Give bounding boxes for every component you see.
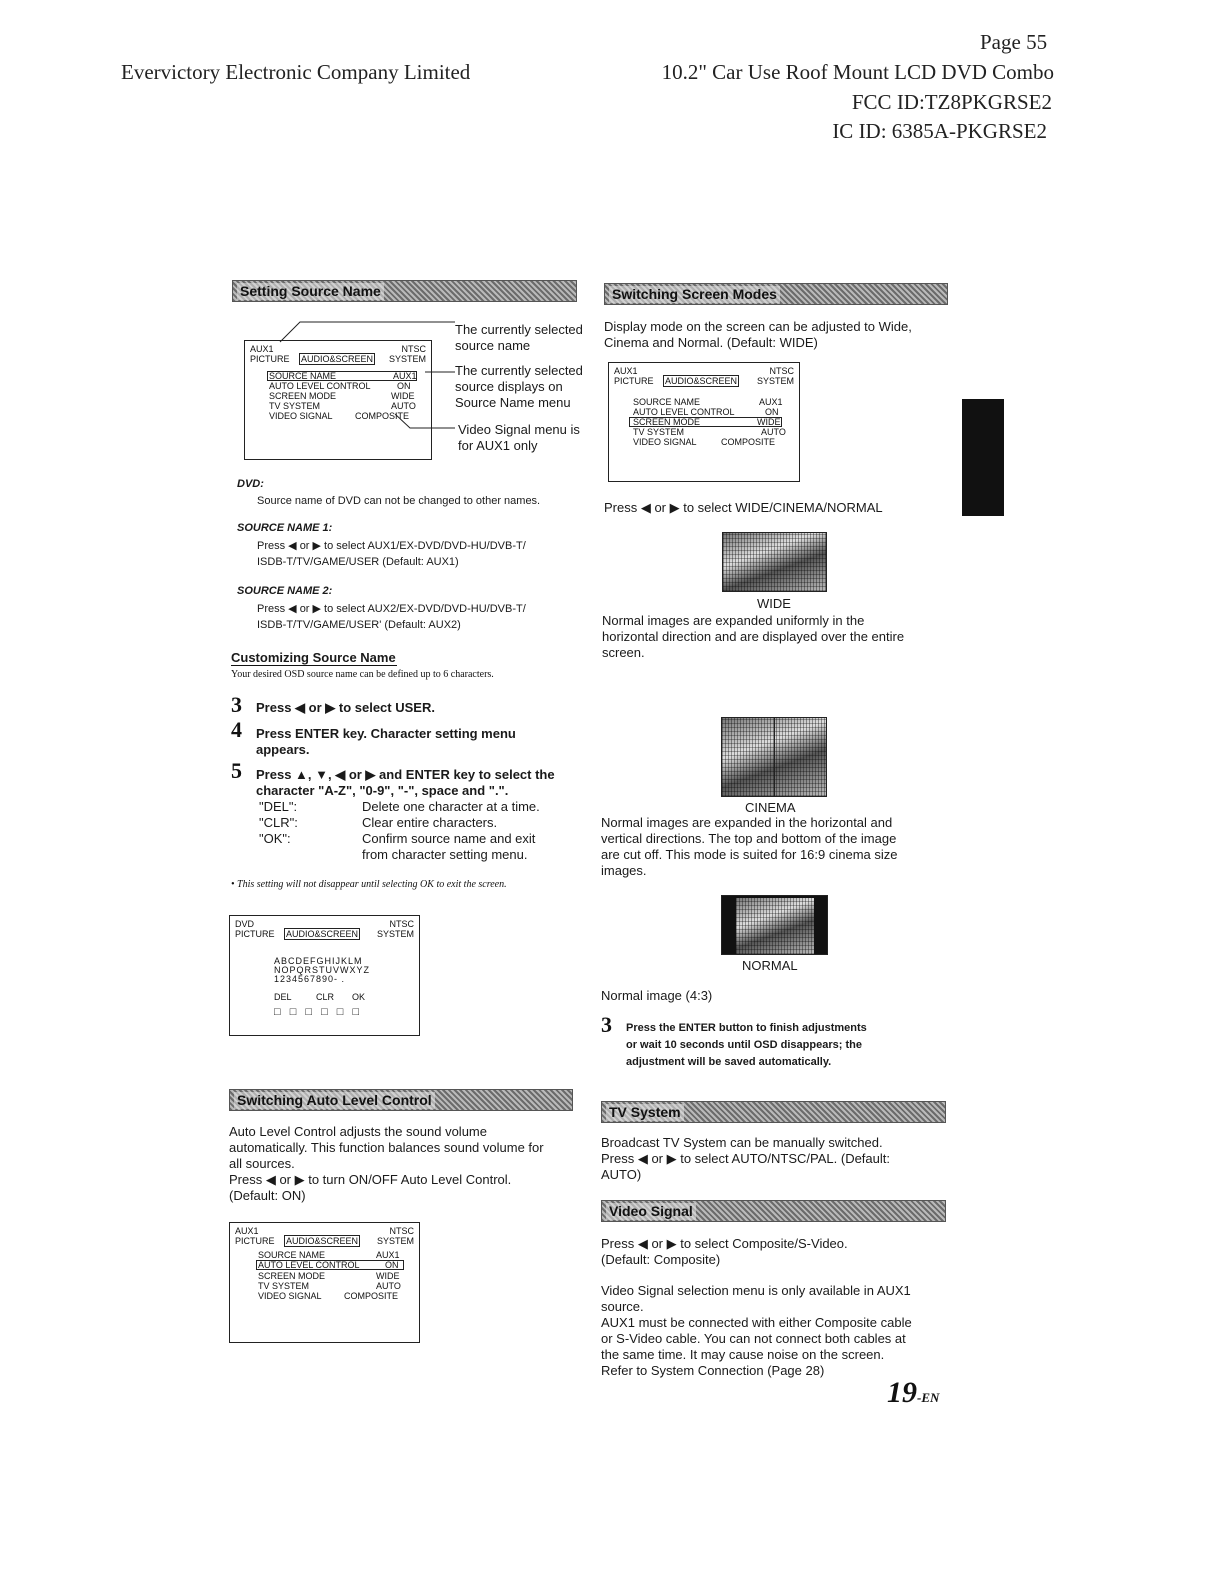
cinema-desc-3: are cut off. This mode is suited for 16:9 cinema size	[601, 847, 898, 862]
cinema-desc-2: vertical directions. The top and bottom of the image	[601, 831, 897, 846]
page-number-suffix: -EN	[917, 1390, 940, 1405]
normal-label: NORMAL	[742, 958, 798, 973]
callout-lines	[240, 318, 470, 438]
tv-line2: Press ◀ or ▶ to select AUTO/NTSC/PAL. (Default:	[601, 1151, 890, 1166]
osd-row-label: SOURCE NAME	[258, 1250, 326, 1260]
screen-step-3-number: 3	[601, 1012, 612, 1037]
auto-level-line2: automatically. This function balances sound volume for	[229, 1140, 544, 1155]
auto-level-line4: Press ◀ or ▶ to turn ON/OFF Auto Level Control.	[229, 1172, 512, 1187]
osd-picture-tab: PICTURE	[235, 929, 275, 939]
customizing-text: Your desired OSD source name can be defined up to 6 characters.	[231, 669, 494, 680]
osd-row-value: AUX1	[376, 1250, 400, 1260]
callout-2c: Source Name menu	[455, 395, 571, 410]
clr-key: "CLR":	[259, 815, 298, 830]
del-key: "DEL":	[259, 799, 298, 814]
osd-character-menu	[229, 915, 420, 1036]
cinema-desc-4: images.	[601, 863, 647, 878]
clr-desc: Clear entire characters.	[362, 815, 498, 830]
section-title: Switching Screen Modes	[609, 286, 780, 303]
osd-auto-level-menu	[229, 1222, 420, 1343]
osd-row-label: TV SYSTEM	[258, 1281, 310, 1291]
osd-row-value: ON	[397, 381, 411, 391]
osd-char-row-3: 1234567890- .	[274, 974, 346, 984]
page-number-value: 19	[887, 1376, 917, 1409]
osd-ntsc: NTSC	[389, 1226, 414, 1236]
video-line6: or S-Video cable. You can not connect both cables at	[601, 1331, 906, 1346]
osd-source: AUX1	[614, 366, 638, 376]
osd-row-value: WIDE	[757, 417, 781, 427]
osd-row-value: AUTO	[761, 427, 786, 437]
source-name-2-line1: Press ◀ or ▶ to select AUX2/EX-DVD/DVD-HU/DVB-T/	[257, 603, 526, 615]
screen-modes-line2: Cinema and Normal. (Default: WIDE)	[604, 335, 818, 350]
dvd-heading: DVD:	[237, 478, 264, 490]
video-line1: Press ◀ or ▶ to select Composite/S-Video.	[601, 1236, 848, 1251]
step-5-text-a: Press ▲, ▼, ◀ or ▶ and ENTER key to select the	[256, 767, 555, 782]
osd-row-value: AUTO	[391, 401, 416, 411]
fcc-id: FCC ID:TZ8PKGRSE2	[851, 90, 1052, 114]
auto-level-line1: Auto Level Control adjusts the sound volume	[229, 1124, 487, 1139]
osd-row-value: AUX1	[393, 371, 417, 381]
osd-row-label: SOURCE NAME	[269, 371, 337, 381]
source-name-1-line1: Press ◀ or ▶ to select AUX1/EX-DVD/DVD-HU/DVB-T/	[257, 540, 526, 552]
dvd-text: Source name of DVD can not be changed to other names.	[257, 495, 541, 507]
osd-source: DVD	[235, 919, 255, 929]
osd-system-tab: SYSTEM	[388, 354, 426, 364]
screen-step-3-b: or wait 10 seconds until OSD disappears; the	[626, 1039, 862, 1051]
section-switching-screen-modes	[604, 283, 948, 305]
osd-audio-screen-tab: AUDIO&SCREEN	[665, 376, 738, 386]
step-4-text-a: Press ENTER key. Character setting menu	[256, 726, 516, 741]
osd-source: AUX1	[250, 344, 274, 354]
section-tv-system	[601, 1101, 946, 1123]
step-3-number: 3	[231, 692, 242, 717]
osd-row-value: COMPOSITE	[721, 437, 776, 447]
osd-clr: CLR	[316, 992, 335, 1002]
video-line4: source.	[601, 1299, 644, 1314]
osd-del: DEL	[274, 992, 292, 1002]
auto-level-line3: all sources.	[229, 1156, 295, 1171]
osd-row-label: VIDEO SIGNAL	[633, 437, 697, 447]
osd-char-row-2: NOPQRSTUVWXYZ	[274, 965, 371, 975]
osd-char-slots: □ □ □ □ □ □	[274, 1006, 363, 1018]
osd-source: AUX1	[235, 1226, 259, 1236]
page-number-footer	[887, 1376, 939, 1410]
section-auto-level-control	[229, 1089, 573, 1111]
osd-system-tab: SYSTEM	[376, 929, 414, 939]
del-desc: Delete one character at a time.	[362, 799, 540, 814]
cinema-mode-image	[721, 717, 827, 797]
section-title: Switching Auto Level Control	[234, 1092, 435, 1109]
osd-row-label: VIDEO SIGNAL	[269, 411, 333, 421]
osd-audio-screen-tab: AUDIO&SCREEN	[286, 929, 359, 939]
osd-ok: OK	[352, 992, 366, 1002]
osd-row-value: AUX1	[759, 397, 783, 407]
osd-row-label: SCREEN MODE	[269, 391, 337, 401]
wide-desc-3: screen.	[602, 645, 645, 660]
product-name: 10.2" Car Use Roof Mount LCD DVD Combo	[661, 60, 1054, 84]
side-tab-marker	[962, 399, 1004, 516]
screen-step-3-a: Press the ENTER button to finish adjustments	[626, 1022, 867, 1034]
osd-row-value: ON	[765, 407, 779, 417]
video-line8: Refer to System Connection (Page 28)	[601, 1363, 825, 1378]
source-name-2-heading: SOURCE NAME 2:	[237, 585, 333, 597]
company-name: Evervictory Electronic Company Limited	[121, 60, 471, 84]
osd-row-value: WIDE	[391, 391, 415, 401]
section-setting-source-name	[232, 280, 577, 302]
video-line7: the same time. It may cause noise on the screen.	[601, 1347, 885, 1362]
screen-step-3-c: adjustment will be saved automatically.	[626, 1056, 832, 1068]
osd-row-value: COMPOSITE	[344, 1291, 399, 1301]
callout-2a: The currently selected	[455, 363, 583, 378]
section-title: TV System	[606, 1104, 684, 1121]
section-video-signal	[601, 1200, 946, 1222]
osd-row-label: SCREEN MODE	[633, 417, 701, 427]
step-4-number: 4	[231, 717, 242, 742]
wide-mode-image	[722, 532, 827, 592]
osd-system-tab: SYSTEM	[756, 376, 794, 386]
osd-row-label: VIDEO SIGNAL	[258, 1291, 322, 1301]
source-name-1-heading: SOURCE NAME 1:	[237, 522, 333, 534]
cinema-label: CINEMA	[745, 800, 796, 815]
osd-picture-tab: PICTURE	[235, 1236, 275, 1246]
osd-system-tab: SYSTEM	[376, 1236, 414, 1246]
callout-1a: The currently selected	[455, 322, 583, 337]
cinema-desc-1: Normal images are expanded in the horizontal and	[601, 815, 893, 830]
auto-level-line5: (Default: ON)	[229, 1188, 306, 1203]
osd-char-row-1: ABCDEFGHIJKLM	[274, 956, 363, 966]
ic-id: IC ID: 6385A-PKGRSE2	[832, 119, 1047, 143]
osd-row-value: WIDE	[376, 1271, 400, 1281]
wide-desc-1: Normal images are expanded uniformly in the	[602, 613, 865, 628]
callout-1b: source name	[455, 338, 531, 353]
section-title: Setting Source Name	[237, 283, 384, 300]
step-4-text-b: appears.	[256, 742, 310, 757]
osd-audio-screen-tab: AUDIO&SCREEN	[301, 354, 374, 364]
osd-row-label: SCREEN MODE	[258, 1271, 326, 1281]
screen-mode-press: Press ◀ or ▶ to select WIDE/CINEMA/NORMAL	[604, 500, 883, 515]
normal-desc: Normal image (4:3)	[601, 988, 713, 1003]
page-number-header: Page 55	[980, 30, 1048, 54]
screen-modes-line1: Display mode on the screen can be adjusted to Wide,	[604, 319, 912, 334]
osd-ntsc: NTSC	[769, 366, 794, 376]
osd-ntsc: NTSC	[389, 919, 414, 929]
video-line3: Video Signal selection menu is only available in AUX1	[601, 1283, 911, 1298]
osd-row-label: SOURCE NAME	[633, 397, 701, 407]
osd-row-label: TV SYSTEM	[633, 427, 685, 437]
osd-row-value: ON	[385, 1260, 399, 1270]
source-name-2-line2: ISDB-T/TV/GAME/USER' (Default: AUX2)	[257, 619, 461, 631]
section-title: Video Signal	[606, 1203, 696, 1220]
ok-desc-1: Confirm source name and exit	[362, 831, 536, 846]
osd-row-label: AUTO LEVEL CONTROL	[258, 1260, 360, 1270]
step-5-number: 5	[231, 758, 242, 783]
osd-audio-screen-tab: AUDIO&SCREEN	[286, 1236, 359, 1246]
wide-label: WIDE	[757, 596, 791, 611]
callout-2b: source displays on	[455, 379, 563, 394]
osd-row-label: AUTO LEVEL CONTROL	[633, 407, 735, 417]
osd-row-value: AUTO	[376, 1281, 401, 1291]
step-3-text: Press ◀ or ▶ to select USER.	[256, 700, 435, 715]
callout-3a: Video Signal menu is	[458, 422, 580, 437]
osd-picture-tab: PICTURE	[250, 354, 290, 364]
ok-desc-2: from character setting menu.	[362, 847, 528, 862]
tv-line3: AUTO)	[601, 1167, 642, 1182]
customizing-heading: Customizing Source Name	[231, 650, 396, 665]
video-line5: AUX1 must be connected with either Composite cable	[601, 1315, 912, 1330]
setting-note: • This setting will not disappear until selecting OK to exit the screen.	[231, 879, 507, 890]
ok-key: "OK":	[259, 831, 291, 846]
osd-ntsc: NTSC	[401, 344, 426, 354]
tv-line1: Broadcast TV System can be manually switched.	[601, 1135, 883, 1150]
osd-row-label: AUTO LEVEL CONTROL	[269, 381, 371, 391]
osd-screen-mode-menu	[608, 362, 800, 482]
normal-mode-image	[721, 895, 828, 955]
source-name-1-line2: ISDB-T/TV/GAME/USER (Default: AUX1)	[257, 556, 459, 568]
wide-desc-2: horizontal direction and are displayed over the entire	[602, 629, 905, 644]
step-5-text-b: character "A-Z", "0-9", "-", space and ".".	[256, 783, 509, 798]
callout-3b: for AUX1 only	[458, 438, 538, 453]
osd-picture-tab: PICTURE	[614, 376, 654, 386]
osd-row-value: COMPOSITE	[355, 411, 410, 421]
video-line2: (Default: Composite)	[601, 1252, 721, 1267]
osd-row-label: TV SYSTEM	[269, 401, 321, 411]
